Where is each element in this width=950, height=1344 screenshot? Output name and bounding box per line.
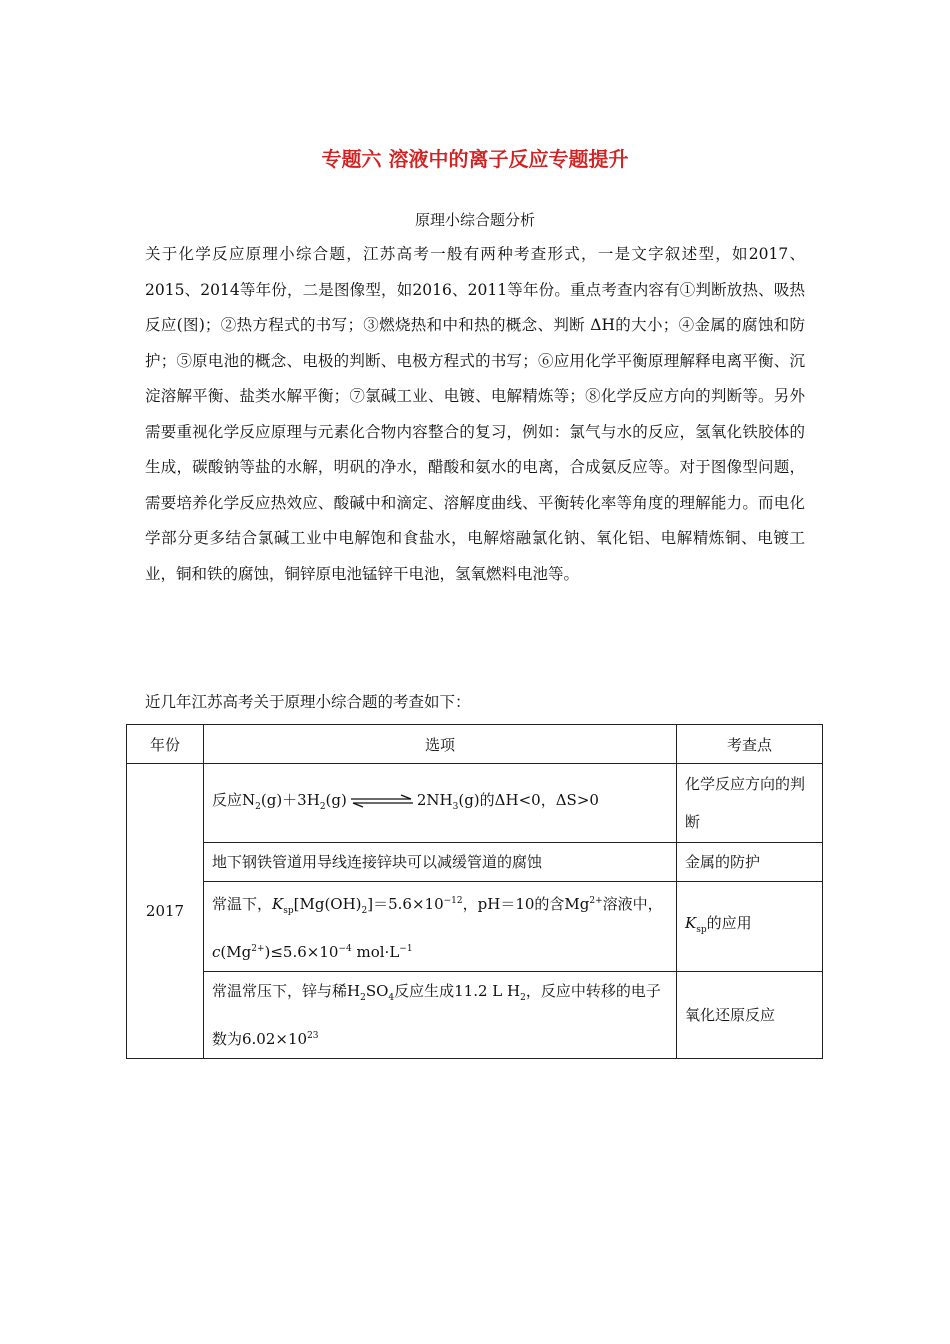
option-cell bbox=[204, 882, 677, 972]
exam-table bbox=[126, 724, 823, 1059]
year-cell: 2017 bbox=[127, 764, 204, 1059]
option-cell bbox=[204, 764, 677, 843]
equilibrium-arrow-icon bbox=[349, 794, 415, 808]
table-row bbox=[127, 882, 823, 972]
table-row bbox=[127, 972, 823, 1059]
option-cell: 地下钢铁管道用导线连接锌块可以减缓管道的腐蚀 bbox=[204, 843, 677, 882]
option-text: 常温下，$K_{sp}[Mg(OH)_2]=5.6\times 10^{-12}$，pH＝10的含$Mg^{2+}$溶液中，$c(Mg^{2+})\le 5.6\times 10^{-4}$ $mol\cdot L^{-1}$ bbox=[212, 895, 663, 961]
point-cell: 化学反应方向的判断 bbox=[677, 764, 823, 843]
point-cell: 金属的防护 bbox=[677, 843, 823, 882]
table-row bbox=[127, 764, 823, 843]
option-cell bbox=[204, 972, 677, 1059]
table-intro: 近几年江苏高考关于原理小综合题的考查如下： bbox=[145, 693, 471, 711]
body-paragraph: 关于化学反应原理小综合题，江苏高考一般有两种考查形式，一是文字叙述型，如2017、2015、2014等年份，二是图像型，如2016、2011等年份。重点考查内容有①判断放热、吸热反应(图)；②热方程式的书写；③燃烧热和中和热的概念、判断 ΔH的大小；④金属的腐蚀和防护；⑤原电池的概念、电极的判断、电极方程式的书写；⑥应用化学平衡原理解释电离平衡、沉淀溶解平衡、盐类水解平衡；⑦氯碱工业、电镀、电解精炼等；⑧化学反应方向的判断等。另外需要重视化学反应原理与元素化合物内容整合的复习，例如：氯气与水的反应，氢氧化铁胶体的生成，碳酸钠等盐的水解，明矾的净水，醋酸和氨水的电离，合成氨反应等。对于图像型问题，需要培养化学反应热效应、酸碱中和滴定、溶解度曲线、平衡转化率等角度的理解能力。而电化学部分更多结合氯碱工业中电解饱和食盐水，电解熔融氯化钠、氧化铝、电解精炼铜、电镀工业，铜和铁的腐蚀，铜锌原电池锰锌干电池，氢氧燃料电池等。 bbox=[145, 245, 805, 583]
option-text: 常温常压下，锌与稀$H_2SO_4$反应生成11.2 L $H_2$，反应中转移的电子数为$6.02\times 10^{23}$ bbox=[212, 982, 661, 1048]
table-row bbox=[127, 843, 823, 882]
point-cell: 氧化还原反应 bbox=[677, 972, 823, 1059]
header-year: 年份 bbox=[127, 725, 204, 764]
header-option: 选项 bbox=[204, 725, 677, 764]
header-point: 考查点 bbox=[677, 725, 823, 764]
section-subtitle: 原理小综合题分析 bbox=[414, 211, 535, 229]
point-cell: $K_{sp}$的应用 bbox=[677, 882, 823, 972]
option-text: 反应$N_2(g)+3H_2(g)$ $2NH_3(g)$的ΔH<0，ΔS>0 bbox=[212, 790, 599, 812]
page-title: 专题六 溶液中的离子反应专题提升 bbox=[321, 147, 629, 171]
table-header-row bbox=[127, 725, 823, 764]
